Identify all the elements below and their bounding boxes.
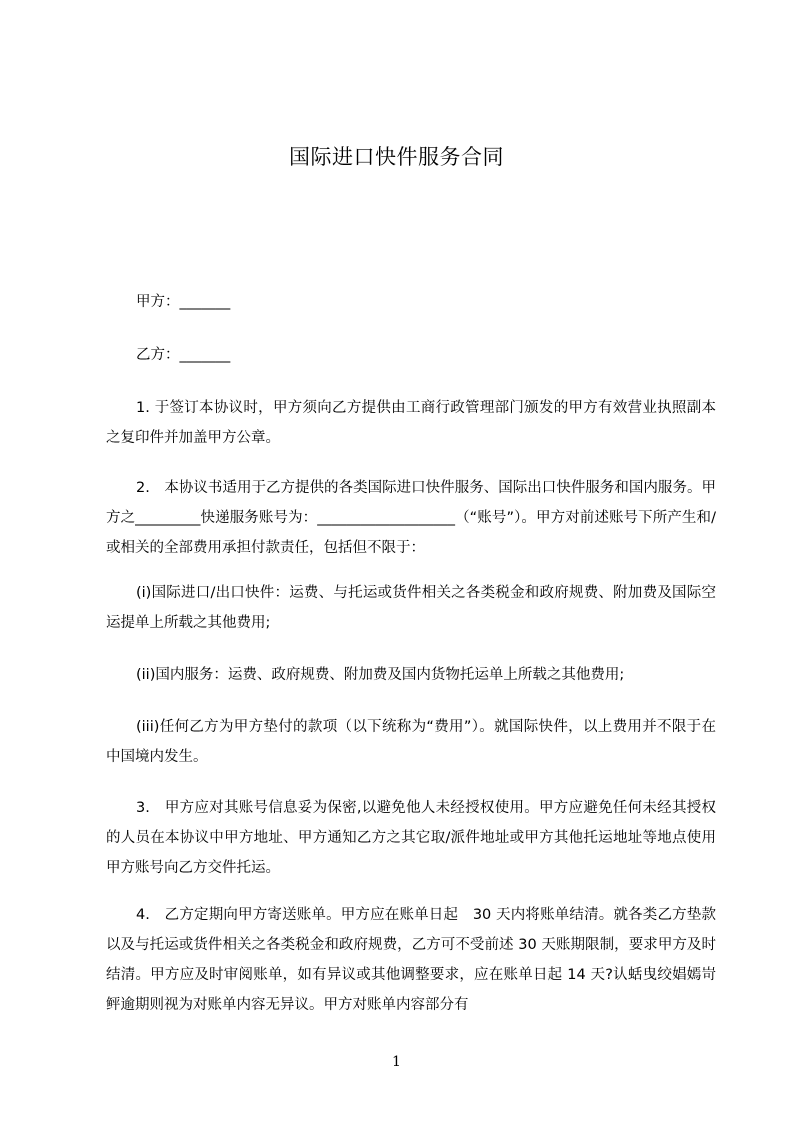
clause-2-item-i: (i)国际进口/出口快件：运费、与托运或货件相关之各类税金和政府规费、附加费及国际空运提单上所载之其他费用; — [106, 585, 716, 631]
clause-1: 1. 于签订本协议时，甲方须向乙方提供由工商行政管理部门颁发的甲方有效营业执照副本之复印件并加盖甲方公章。 — [106, 400, 716, 446]
clause-3: 3. 甲方应对其账号信息妥为保密,以避免他人未经授权使用。甲方应避免任何未经其授权的人员在本协议中甲方地址、甲方通知乙方之其它取/派件地址或甲方其他托运地址等地点使用甲方账号向乙方交件托运。 — [106, 800, 716, 876]
page-number: 1 — [392, 1054, 401, 1070]
clause-2-item-iii: (iii)任何乙方为甲方垫付的款项（以下统称为“费用”）。就国际快件，以上费用并不限于在中国境内发生。 — [106, 719, 716, 765]
party-a-line: 甲方：_______ — [136, 294, 231, 310]
clause-4: 4. 乙方定期向甲方寄送账单。甲方应在账单日起 30 天内将账单结清。就各类乙方垫款以及与托运或货件相关之各类税金和政府规费，乙方可不受前述 30 天账期限制，要求甲方及时结清。甲方应及时审阅账单，如有异议或其他调整要求，应在账单日起 14 天?认蛞曳绞娼嫣岢鲆逾期则视为对账单内容无异议。甲方对账单内容部分有 — [106, 907, 716, 1013]
document-title: 国际进口快件服务合同 — [289, 145, 504, 169]
clause-2: 2. 本协议书适用于乙方提供的各类国际进口快件服务、国际出口快件服务和国内服务。甲方之_________快递服务账号为：___________________（“账号”）。甲方对前述账号下所产生和/或相关的全部费用承担付款责任，包括但不限于： — [106, 480, 716, 556]
party-b-line: 乙方：_______ — [136, 347, 231, 363]
clause-2-item-ii: (ii)国内服务：运费、政府规费、附加费及国内货物托运单上所载之其他费用; — [136, 667, 625, 683]
